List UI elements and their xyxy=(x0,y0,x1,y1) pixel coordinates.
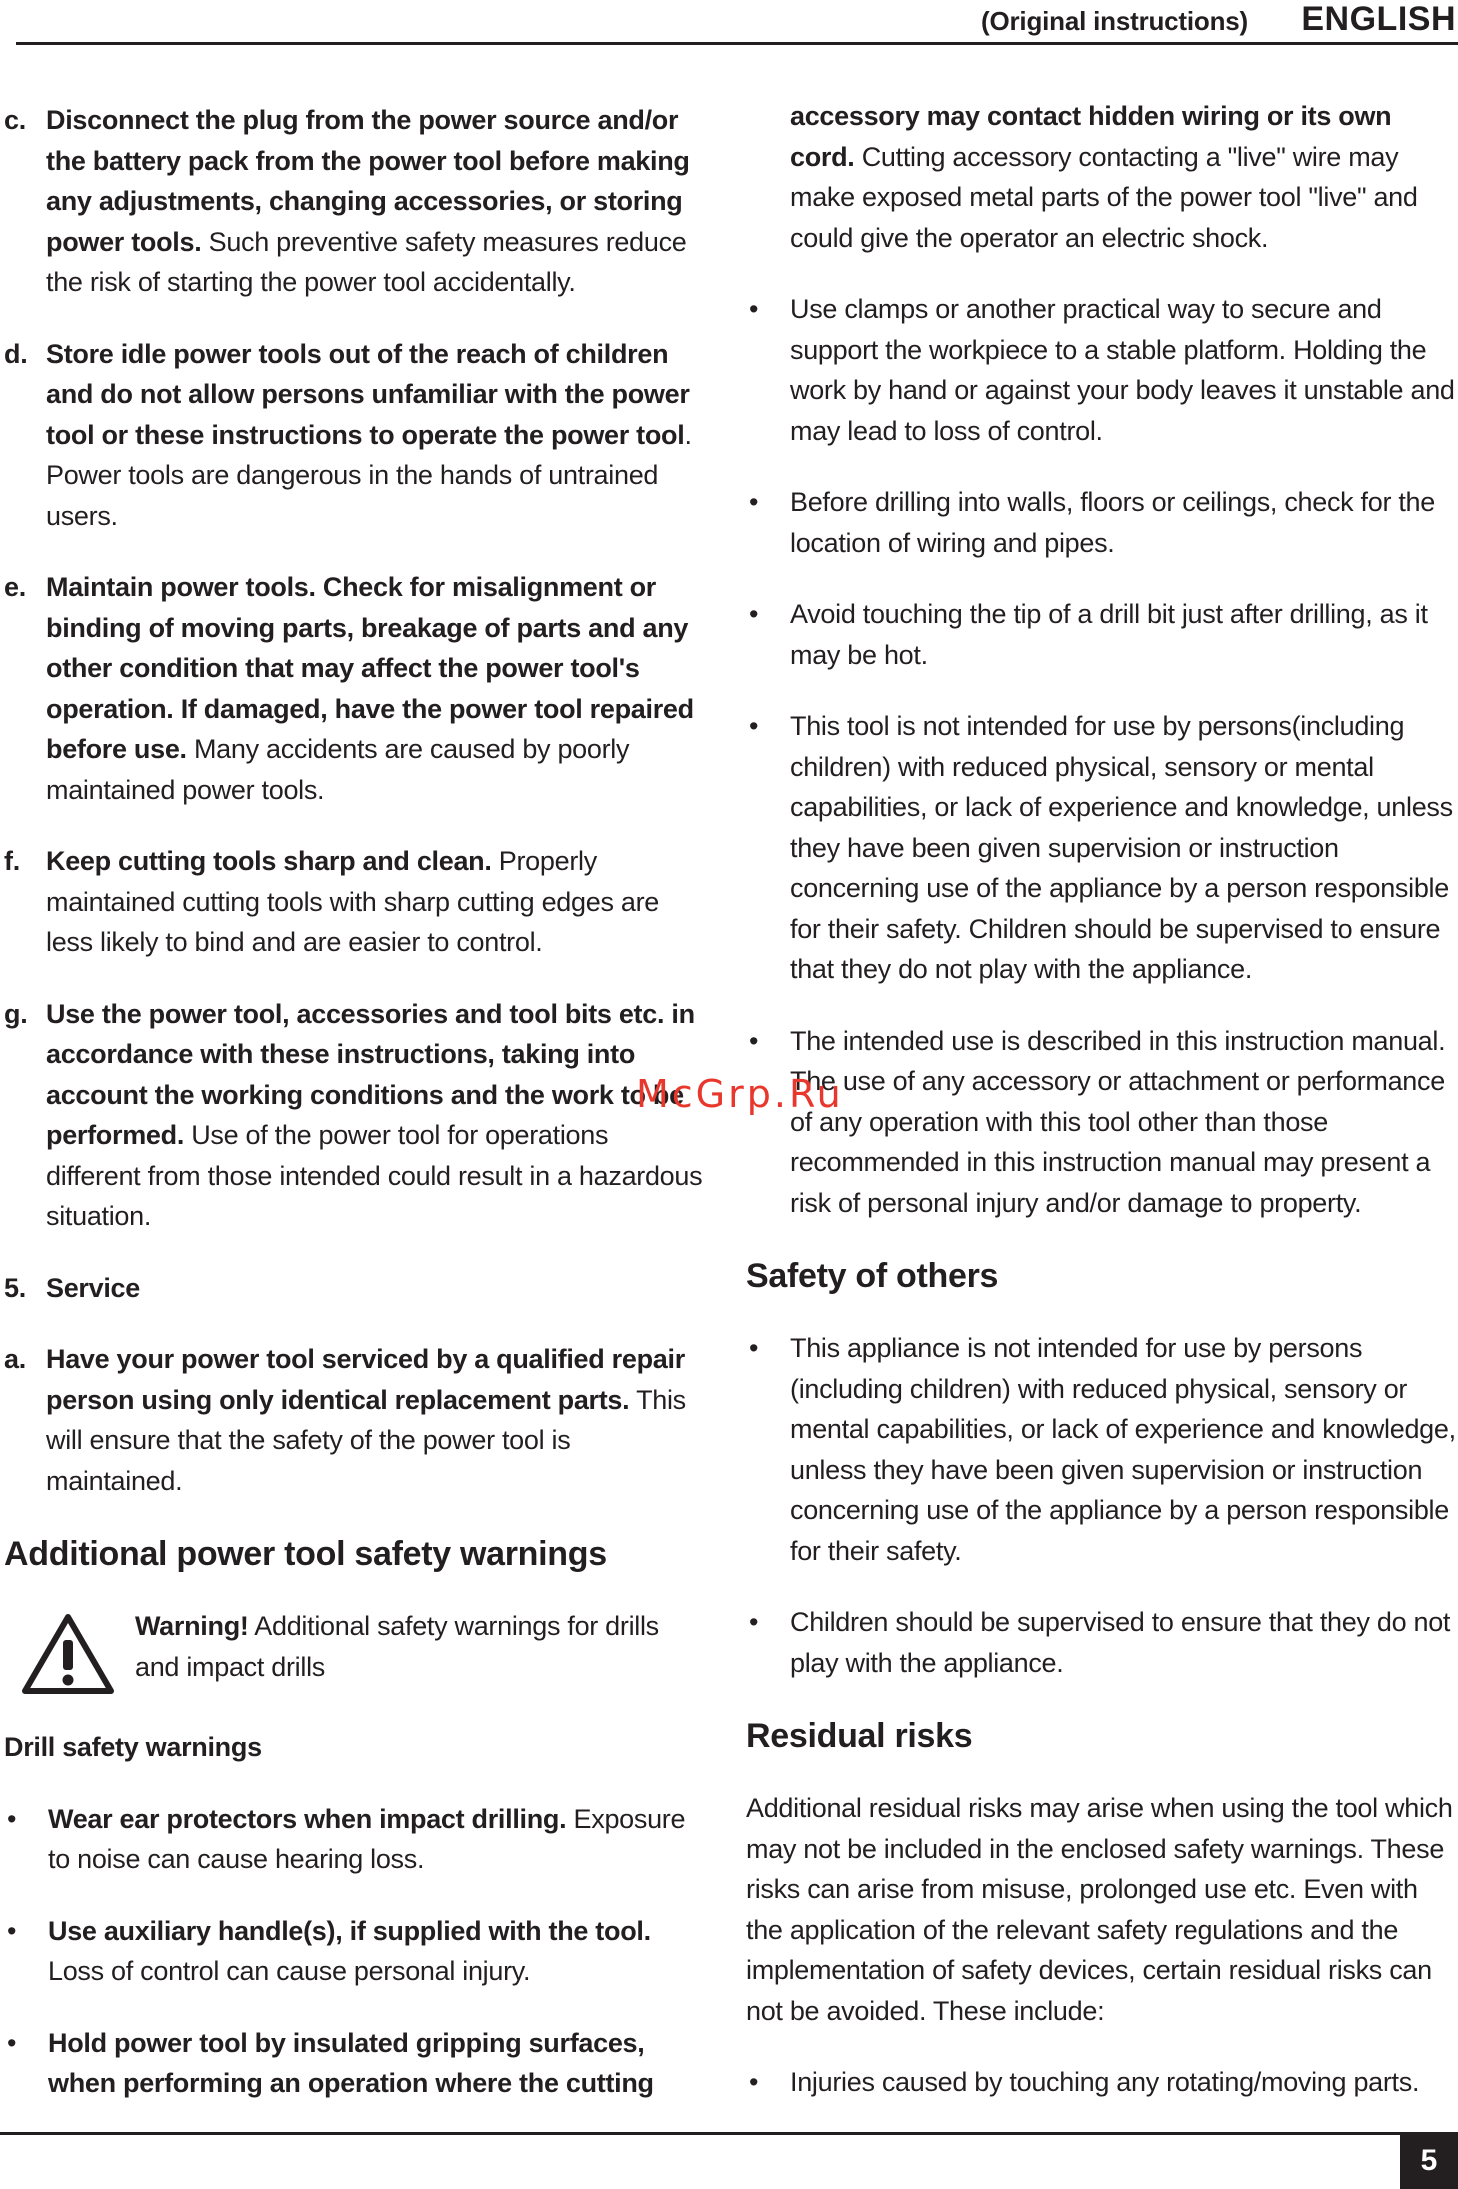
list-item xyxy=(746,706,1458,990)
item-text: This appliance is not intended for use by persons (including children) with reduced physical, sensory or mental capabilities, or lack of experience and knowledge, unless they have been given supervision or instruction concerning use of the appliance by a person responsible for their safety. xyxy=(790,1333,1456,1566)
item-bold-text: Keep cutting tools sharp and clean. xyxy=(46,846,492,876)
item-marker: c. xyxy=(4,105,26,135)
item-bold-text: Hold power tool by insulated gripping surfaces, when performing an operation where the cutting xyxy=(48,2027,654,2098)
heading-safety-of-others: Safety of others xyxy=(746,1257,999,1295)
item-text: Before drilling into walls, floors or ceilings, check for the location of wiring and pipes. xyxy=(790,487,1435,558)
item-text: Loss of control can cause personal injury. xyxy=(48,1956,531,1986)
item-text: The intended use is described in this instruction manual. The use of any accessory or attachment or performance of any operation with this tool other than those recommended in this instruction manual may present a risk of personal injury and/or damage to property. xyxy=(790,1025,1446,1218)
original-instructions-label: (Original instructions) xyxy=(981,6,1248,36)
item-bold-text: accessory may contact hidden wiring or its own cord. xyxy=(790,101,1392,172)
continued-item xyxy=(746,96,1458,258)
section-number: 5. xyxy=(4,1272,26,1303)
list-item xyxy=(4,841,704,963)
item-text: Injuries caused by touching any rotating/moving parts. xyxy=(790,2067,1420,2097)
bullet-icon: • xyxy=(749,1607,759,1637)
list-item xyxy=(4,994,704,1237)
heading-residual-risks: Residual risks xyxy=(746,1717,973,1755)
item-bold-text: Wear ear protectors when impact drilling. xyxy=(48,1803,567,1834)
warning-block xyxy=(4,1606,704,1696)
item-text: Such preventive safety measures reduce the risk of starting the power tool accidentally. xyxy=(46,226,687,297)
bullet-icon: • xyxy=(749,1025,759,1056)
item-bold-text: Maintain power tools. Check for misalignment or binding of moving parts, breakage of parts and any other condition that may affect the power tool's operation. If damaged, have the power tool repaired before use. xyxy=(46,572,694,764)
bullet-icon: • xyxy=(749,487,759,517)
left-column xyxy=(4,100,704,2135)
section-service xyxy=(4,1268,704,1309)
warning-label: Warning! xyxy=(135,1611,249,1641)
bullet-icon: • xyxy=(7,1803,17,1834)
item-bold-text: Use the power tool, accessories and tool bits etc. in accordance with these instructions, taking into account the working conditions and the work to be performed. xyxy=(46,998,695,1150)
bullet-icon: • xyxy=(749,711,759,741)
list-item xyxy=(746,289,1458,451)
list-item xyxy=(4,2023,704,2104)
item-text: Properly maintained cutting tools with sharp cutting edges are less likely to bind and are easier to control. xyxy=(46,846,659,957)
residual-risks-paragraph: Additional residual risks may arise when using the tool which may not be included in the enclosed safety warnings. These risks can arise from misuse, prolonged use etc. Even with the application of the relevant safety regulations and the implementation of safety devices, certain residual risks can not be avoided. These include: xyxy=(746,1793,1453,2026)
item-bold-text: Store idle power tools out of the reach of children and do not allow persons unfamiliar with the power tool or these instructions to operate the power tool xyxy=(46,338,690,450)
list-item xyxy=(746,2062,1458,2103)
list-item xyxy=(746,1602,1458,1683)
list-item xyxy=(746,1328,1458,1571)
item-text: Cutting accessory contacting a "live" wire may make exposed metal parts of the power tool "live" and could give the operator an electric shock. xyxy=(790,141,1418,253)
item-text: This will ensure that the safety of the power tool is maintained. xyxy=(46,1384,686,1496)
item-marker: d. xyxy=(4,338,28,369)
bullet-icon: • xyxy=(749,2067,759,2097)
list-item xyxy=(4,567,704,810)
item-bold-text: Use auxiliary handle(s), if supplied with the tool. xyxy=(48,1915,651,1946)
footer-divider xyxy=(0,2132,1400,2135)
header-divider xyxy=(16,42,1458,45)
list-item xyxy=(4,100,704,303)
warning-triangle-icon xyxy=(20,1612,116,1696)
bullet-icon: • xyxy=(7,2027,17,2058)
page-number: 5 xyxy=(1400,2132,1458,2189)
list-item xyxy=(746,482,1458,563)
item-text: Many accidents are caused by poorly maintained power tools. xyxy=(46,734,630,805)
section-title: Service xyxy=(46,1272,140,1303)
item-text: Avoid touching the tip of a drill bit just after drilling, as it may be hot. xyxy=(790,599,1428,670)
watermark: McGrp.Ru xyxy=(636,1072,844,1116)
bullet-icon: • xyxy=(749,1333,759,1363)
item-bold-text: Disconnect the plug from the power source and/or the battery pack from the power tool before making any adjustments, changing accessories, or storing power tools. xyxy=(46,105,690,257)
bullet-icon: • xyxy=(749,294,759,324)
item-marker: g. xyxy=(4,998,28,1029)
item-text: Exposure to noise can cause hearing loss. xyxy=(48,1803,686,1874)
item-text: Use of the power tool for operations different from those intended could result in a hazardous situation. xyxy=(46,1120,703,1231)
item-marker: a. xyxy=(4,1344,26,1374)
item-bold-text: Have your power tool serviced by a qualified repair person using only identical replacement parts. xyxy=(46,1344,685,1415)
list-item xyxy=(746,594,1458,675)
subheading-drill-safety: Drill safety warnings xyxy=(4,1732,262,1762)
list-item xyxy=(746,1021,1458,1224)
item-text: This tool is not intended for use by persons(including children) with reduced physical, sensory or mental capabilities, or lack of experience and knowledge, unless they have been given supervision or instruction concerning use of the appliance by a person responsible for their safety. Children should be supervised to ensure that they do not play with the appliance. xyxy=(790,711,1453,984)
right-column xyxy=(746,100,1458,2134)
list-item xyxy=(4,1911,704,1992)
item-marker: e. xyxy=(4,572,26,602)
page-header xyxy=(0,0,1458,40)
list-item xyxy=(4,1799,704,1880)
item-marker: f. xyxy=(4,846,20,876)
list-item xyxy=(4,334,704,537)
item-text: Children should be supervised to ensure that they do not play with the appliance. xyxy=(790,1607,1451,1678)
bullet-icon: • xyxy=(749,599,759,629)
item-text: . Power tools are dangerous in the hands of untrained users. xyxy=(46,419,692,531)
item-text: Use clamps or another practical way to secure and support the workpiece to a stable platform. Holding the work by hand or against your body leaves it unstable and may lead to loss of control. xyxy=(790,294,1455,446)
list-item xyxy=(4,1339,704,1501)
bullet-icon: • xyxy=(7,1915,17,1946)
heading-additional-warnings: Additional power tool safety warnings xyxy=(4,1535,607,1573)
warning-text: Additional safety warnings for drills and impact drills xyxy=(135,1611,659,1682)
language-label: ENGLISH xyxy=(1301,0,1456,38)
